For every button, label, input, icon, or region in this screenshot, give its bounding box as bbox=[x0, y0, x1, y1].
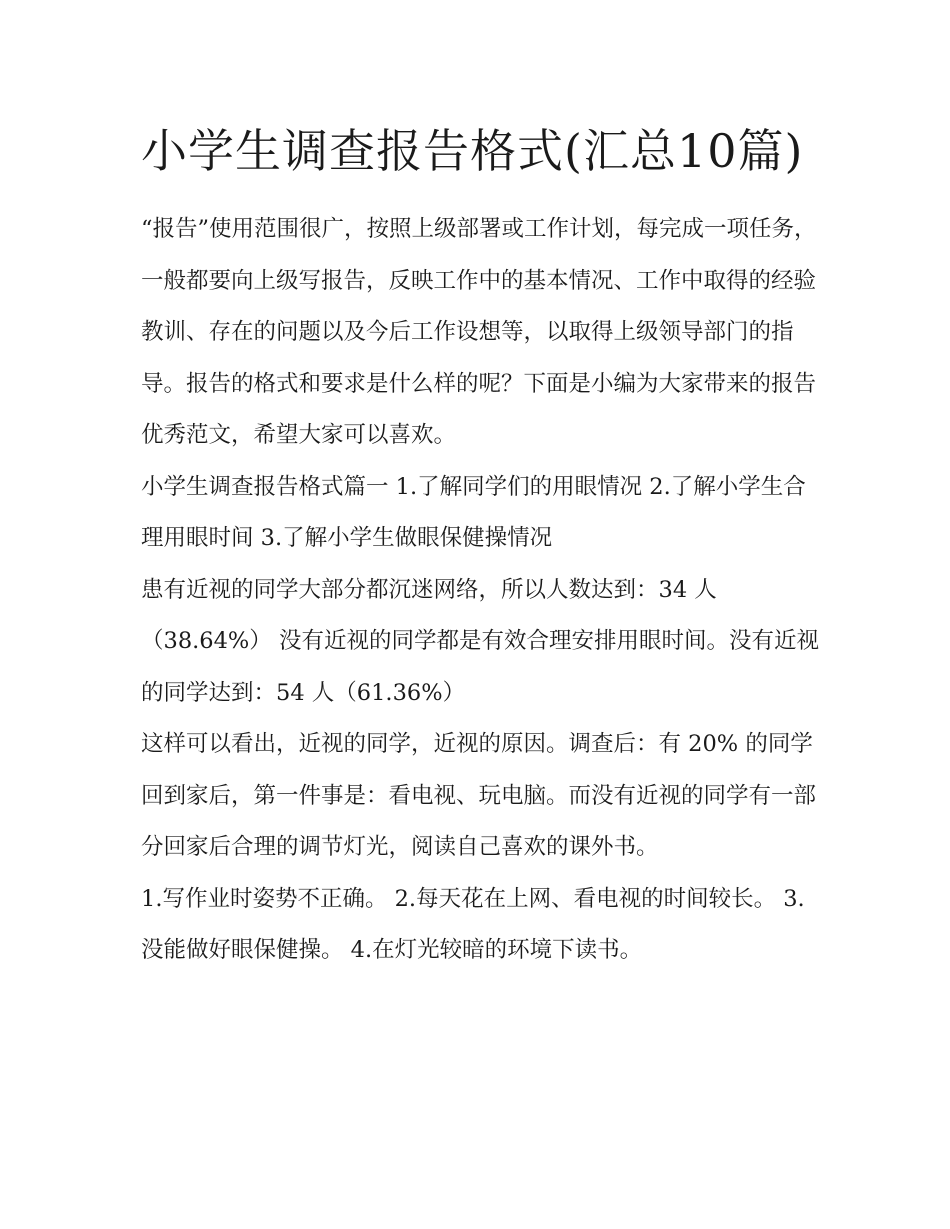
myopia-statistics-paragraph: 患有近视的同学大部分都沉迷网络，所以人数达到：34 人（38.64%） 没有近视的同学都是有效合理安排用眼时间。没有近视的同学达到：54 人（61.36%） bbox=[141, 576, 819, 706]
document-title: 小学生调查报告格式(汇总10篇) bbox=[141, 124, 804, 178]
reasons-list-paragraph: 1.写作业时姿势不正确。 2.每天花在上网、看电视的时间较长。 3.没能做好眼保健操。 4.在灯光较暗的环境下读书。 bbox=[141, 885, 805, 963]
intro-paragraph: “报告”使用范围很广，按照上级部署或工作计划，每完成一项任务，一般都要向上级写报告，反映工作中的基本情况、工作中取得的经验教训、存在的问题以及今后工作设想等，以取得上级领导部门的指导。报告的格式和要求是什么样的呢？下面是小编为大家带来的报告优秀范文，希望大家可以喜欢。 bbox=[141, 216, 817, 448]
document-page bbox=[141, 112, 821, 977]
survey-purpose-paragraph: 小学生调查报告格式篇一 1.了解同学们的用眼情况 2.了解小学生合理用眼时间 3.了解小学生做眼保健操情况 bbox=[141, 473, 806, 551]
cause-analysis-paragraph: 这样可以看出，近视的同学，近视的原因。调查后：有 20% 的同学回到家后，第一件事是：看电视、玩电脑。而没有近视的同学有一部分回家后合理的调节灯光，阅读自己喜欢的课外书。 bbox=[141, 731, 817, 860]
